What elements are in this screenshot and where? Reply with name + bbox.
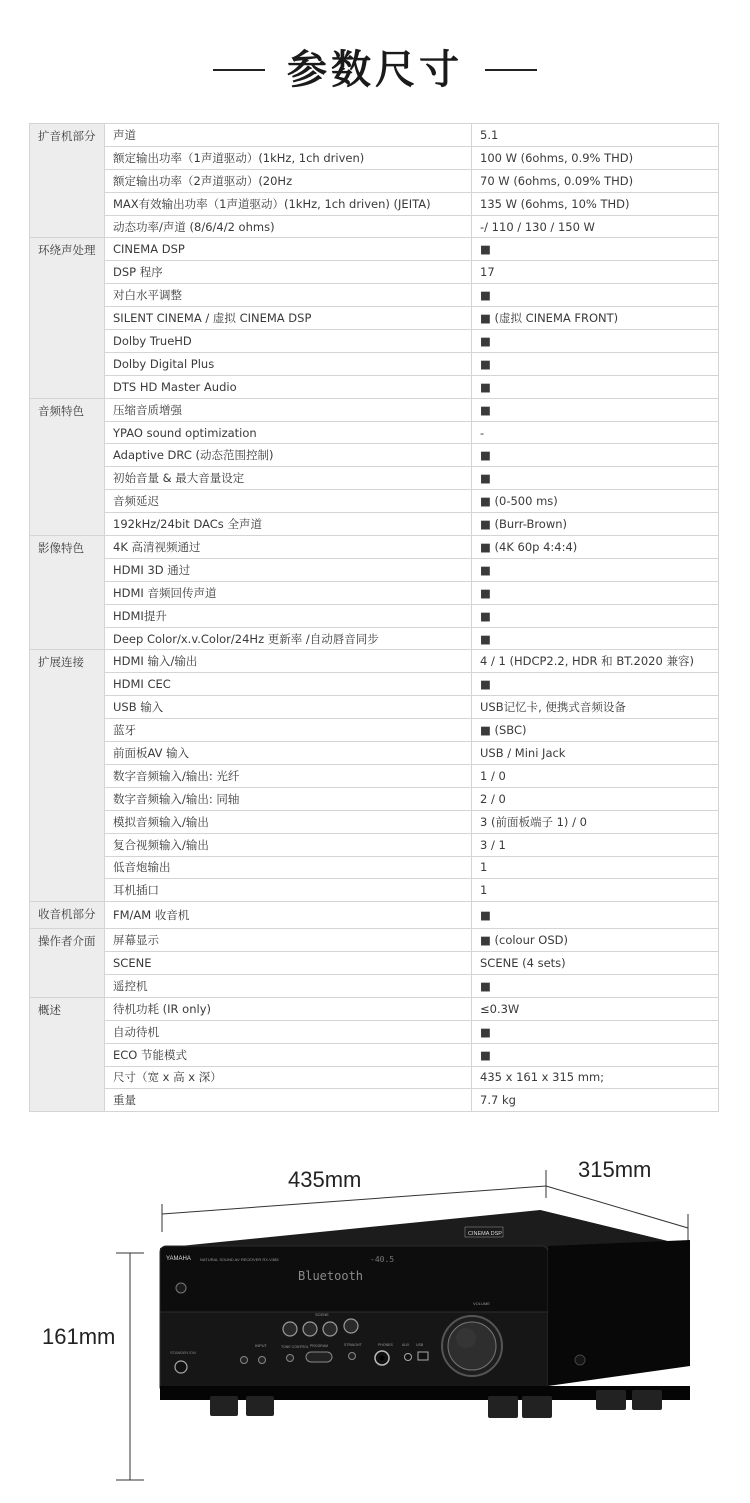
spec-table-body: [30, 124, 719, 1112]
spec-value: ■: [472, 558, 719, 581]
spec-item: 低音炮输出: [105, 856, 472, 879]
spec-value: USB / Mini Jack: [472, 742, 719, 765]
spec-item: HDMI 音频回传声道: [105, 581, 472, 604]
spec-item: Dolby TrueHD: [105, 330, 472, 353]
height-dimension-label: 161mm: [42, 1324, 116, 1349]
spec-row: [30, 352, 719, 375]
spec-value: 1: [472, 856, 719, 879]
spec-item: MAX有效输出功率（1声道驱动）(1kHz, 1ch driven) (JEITA): [105, 192, 472, 215]
spec-value: 135 W (6ohms, 10% THD): [472, 192, 719, 215]
spec-value: ■ (Burr-Brown): [472, 513, 719, 536]
scene-button-2[interactable]: [303, 1322, 317, 1336]
spec-row: [30, 974, 719, 997]
spec-row: [30, 398, 719, 421]
spec-row: [30, 604, 719, 627]
spec-value: ≤0.3W: [472, 997, 719, 1020]
brand-label: YAMAHA: [166, 1256, 191, 1262]
spec-category: 环绕声处理: [30, 238, 105, 398]
spec-item: 复合视频输入/输出: [105, 833, 472, 856]
spec-item: 音频延迟: [105, 490, 472, 513]
straight-label: STRAIGHT: [344, 1343, 362, 1347]
spec-item: 额定输出功率（2声道驱动）(20Hz: [105, 169, 472, 192]
aux-label: AUX: [402, 1343, 410, 1347]
spec-value: ■ (0-500 ms): [472, 490, 719, 513]
spec-value: 4 / 1 (HDCP2.2, HDR 和 BT.2020 兼容): [472, 650, 719, 673]
spec-item: 声道: [105, 124, 472, 147]
spec-category: 扩展连接: [30, 650, 105, 902]
spec-value: ■: [472, 352, 719, 375]
spec-item: 额定输出功率（1声道驱动）(1kHz, 1ch driven): [105, 146, 472, 169]
spec-category: 影像特色: [30, 536, 105, 650]
spec-item: Deep Color/x.v.Color/24Hz 更新率 /自动唇音同步: [105, 627, 472, 650]
input-label: INPUT: [255, 1343, 267, 1348]
spec-item: SILENT CINEMA / 虚拟 CINEMA DSP: [105, 307, 472, 330]
spec-item: 前面板AV 输入: [105, 742, 472, 765]
spec-row: [30, 997, 719, 1020]
spec-value: -: [472, 421, 719, 444]
spec-value: 70 W (6ohms, 0.09% THD): [472, 169, 719, 192]
spec-value: ■: [472, 1043, 719, 1066]
side-screw-icon: [575, 1355, 585, 1365]
spec-item: 耳机插口: [105, 879, 472, 902]
spec-row: [30, 627, 719, 650]
standby-label: STANDBY/ON: [170, 1350, 196, 1355]
spec-value: ■: [472, 673, 719, 696]
spec-row: [30, 810, 719, 833]
model-label: NATURAL SOUND AV RECEIVER RX-V385: [200, 1257, 279, 1262]
spec-category: 扩音机部分: [30, 124, 105, 238]
spec-row: [30, 742, 719, 765]
spec-value: ■: [472, 238, 719, 261]
aux-jack[interactable]: [405, 1354, 412, 1361]
spec-category: 收音机部分: [30, 902, 105, 929]
display-level: -40.5: [370, 1255, 395, 1264]
spec-row: [30, 952, 719, 975]
spec-item: ECO 节能模式: [105, 1043, 472, 1066]
straight-button[interactable]: [349, 1353, 356, 1360]
spec-category: 操作者介面: [30, 929, 105, 998]
spec-row: [30, 490, 719, 513]
cinema-dsp-badge-text: CINEMA DSP: [468, 1231, 502, 1237]
spec-item: DSP 程序: [105, 261, 472, 284]
spec-value: ■: [472, 398, 719, 421]
title-left-dash: [213, 69, 265, 71]
power-icon[interactable]: [176, 1283, 186, 1293]
spec-row: [30, 261, 719, 284]
spec-value: 7.7 kg: [472, 1089, 719, 1112]
program-selector[interactable]: [306, 1352, 332, 1362]
scene-button-4[interactable]: [344, 1319, 358, 1333]
spec-value: ■: [472, 627, 719, 650]
spec-row: [30, 1089, 719, 1112]
spec-item: DTS HD Master Audio: [105, 375, 472, 398]
spec-item: 数字音频输入/输出: 光纤: [105, 764, 472, 787]
receiver-drawing: [0, 1140, 750, 1503]
spec-table: [29, 123, 719, 1112]
spec-value: USB记忆卡, 便携式音频设备: [472, 696, 719, 719]
spec-category: 音频特色: [30, 398, 105, 535]
spec-value: ■: [472, 604, 719, 627]
spec-item: 尺寸（宽 x 高 x 深）: [105, 1066, 472, 1089]
tone-control-button[interactable]: [287, 1355, 294, 1362]
height-dimension-line: [116, 1253, 144, 1480]
spec-value: ■: [472, 1020, 719, 1043]
scene-label: SCENE: [315, 1312, 329, 1317]
spec-value: 5.1: [472, 124, 719, 147]
usb-label: USB: [416, 1343, 424, 1347]
spec-item: 模拟音频输入/输出: [105, 810, 472, 833]
display-text: Bluetooth: [298, 1269, 364, 1283]
spec-value: ■ (colour OSD): [472, 929, 719, 952]
spec-value: 100 W (6ohms, 0.9% THD): [472, 146, 719, 169]
spec-row: [30, 307, 719, 330]
spec-item: Adaptive DRC (动态范围控制): [105, 444, 472, 467]
spec-value: ■: [472, 974, 719, 997]
spec-row: [30, 513, 719, 536]
spec-item: HDMI提升: [105, 604, 472, 627]
spec-value: 17: [472, 261, 719, 284]
spec-row: [30, 192, 719, 215]
usb-port[interactable]: [418, 1352, 428, 1360]
spec-row: [30, 284, 719, 307]
spec-item: 重量: [105, 1089, 472, 1112]
spec-value: ■: [472, 375, 719, 398]
spec-row: [30, 124, 719, 147]
spec-item: CINEMA DSP: [105, 238, 472, 261]
spec-item: HDMI CEC: [105, 673, 472, 696]
spec-value: ■ (4K 60p 4:4:4): [472, 536, 719, 559]
spec-row: [30, 444, 719, 467]
spec-value: 1: [472, 879, 719, 902]
spec-value: ■ (SBC): [472, 719, 719, 742]
spec-row: [30, 650, 719, 673]
phones-label: PHONES: [378, 1343, 393, 1347]
spec-row: [30, 467, 719, 490]
spec-item: 屏幕显示: [105, 929, 472, 952]
receiver-body: [160, 1210, 690, 1418]
spec-row: [30, 856, 719, 879]
spec-value: ■: [472, 330, 719, 353]
spec-row: [30, 238, 719, 261]
spec-value: 1 / 0: [472, 764, 719, 787]
spec-row: [30, 536, 719, 559]
spec-row: [30, 719, 719, 742]
spec-row: [30, 879, 719, 902]
spec-item: FM/AM 收音机: [105, 902, 472, 929]
spec-value: ■: [472, 902, 719, 929]
spec-row: [30, 169, 719, 192]
spec-item: 动态功率/声道 (8/6/4/2 ohms): [105, 215, 472, 238]
spec-row: [30, 581, 719, 604]
scene-button-1[interactable]: [283, 1322, 297, 1336]
spec-item: 遥控机: [105, 974, 472, 997]
spec-value: ■: [472, 444, 719, 467]
spec-value: 3 / 1: [472, 833, 719, 856]
spec-item: 待机功耗 (IR only): [105, 997, 472, 1020]
spec-value: ■: [472, 467, 719, 490]
spec-row: [30, 929, 719, 952]
spec-row: [30, 375, 719, 398]
input-right-button[interactable]: [259, 1357, 266, 1364]
page-header: [0, 40, 750, 100]
spec-item: SCENE: [105, 952, 472, 975]
spec-item: HDMI 3D 通过: [105, 558, 472, 581]
spec-value: SCENE (4 sets): [472, 952, 719, 975]
spec-value: ■: [472, 284, 719, 307]
title-right-dash: [485, 69, 537, 71]
spec-value: -/ 110 / 130 / 150 W: [472, 215, 719, 238]
spec-item: 对白水平调整: [105, 284, 472, 307]
spec-item: YPAO sound optimization: [105, 421, 472, 444]
tone-control-label: TONE CONTROL: [281, 1345, 309, 1349]
program-label: PROGRAM: [310, 1344, 329, 1348]
spec-value: ■ (虚拟 CINEMA FRONT): [472, 307, 719, 330]
spec-row: [30, 787, 719, 810]
width-dimension-label: 435mm: [288, 1167, 362, 1192]
spec-item: 192kHz/24bit DACs 全声道: [105, 513, 472, 536]
spec-item: 压缩音质增强: [105, 398, 472, 421]
spec-row: [30, 146, 719, 169]
spec-row: [30, 764, 719, 787]
spec-category: 概述: [30, 997, 105, 1111]
spec-row: [30, 833, 719, 856]
spec-item: HDMI 输入/输出: [105, 650, 472, 673]
standby-button[interactable]: [175, 1361, 187, 1373]
spec-row: [30, 673, 719, 696]
depth-dimension-label: 315mm: [578, 1157, 652, 1182]
volume-label: VOLUME: [473, 1301, 490, 1306]
scene-button-3[interactable]: [323, 1322, 337, 1336]
spec-row: [30, 558, 719, 581]
spec-row: [30, 902, 719, 929]
spec-row: [30, 696, 719, 719]
spec-item: 数字音频输入/输出: 同轴: [105, 787, 472, 810]
spec-value: ■: [472, 581, 719, 604]
input-left-button[interactable]: [241, 1357, 248, 1364]
spec-row: [30, 330, 719, 353]
spec-row: [30, 1043, 719, 1066]
spec-item: 初始音量 & 最大音量设定: [105, 467, 472, 490]
spec-row: [30, 421, 719, 444]
page-title: 参数尺寸: [287, 47, 463, 93]
spec-item: USB 输入: [105, 696, 472, 719]
spec-value: 435 x 161 x 315 mm;: [472, 1066, 719, 1089]
spec-value: 2 / 0: [472, 787, 719, 810]
spec-item: 4K 高清视频通过: [105, 536, 472, 559]
spec-item: 蓝牙: [105, 719, 472, 742]
spec-row: [30, 1020, 719, 1043]
spec-row: [30, 215, 719, 238]
spec-item: Dolby Digital Plus: [105, 352, 472, 375]
spec-item: 自动待机: [105, 1020, 472, 1043]
spec-row: [30, 1066, 719, 1089]
spec-value: 3 (前面板端子 1) / 0: [472, 810, 719, 833]
